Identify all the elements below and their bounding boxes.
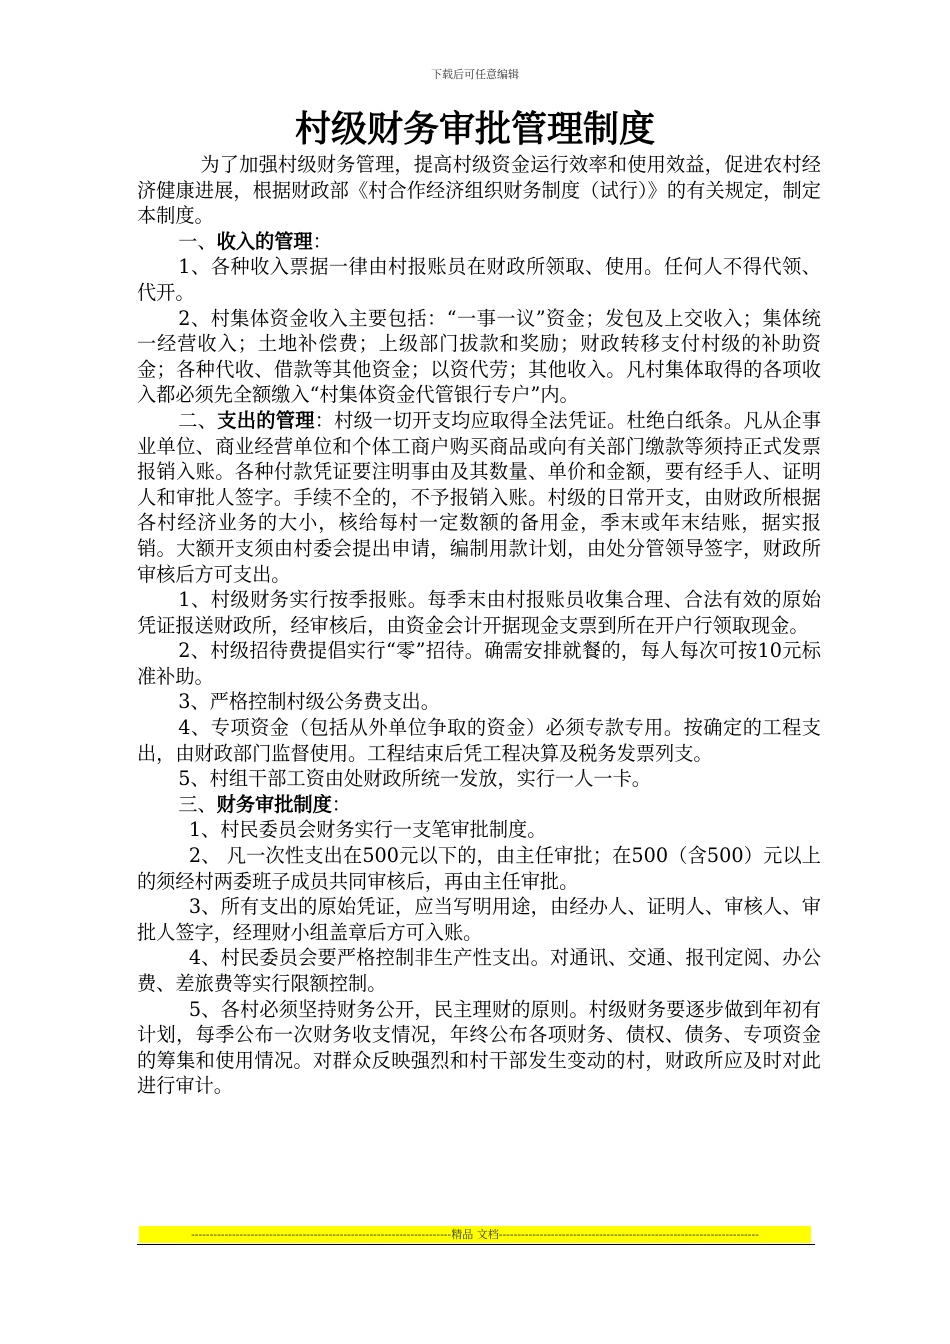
section-2-item-5: 5、村组干部工资由处财政所统一发放，实行一人一卡。 [178, 767, 651, 791]
section-2-item-4: 4、专项资金（包括从外单位争取的资金）必须专款专用。按确定的工程支出，由财政部门监督使用。工程结束后凭工程决算及税务发票列支。 [137, 716, 821, 765]
footer-dashes-left: ---------------------------------------------------------------------- [191, 1228, 452, 1241]
document-title: 村级财务审批管理制度 [294, 109, 655, 150]
document-body [137, 152, 821, 1099]
section-2-heading [137, 408, 821, 587]
section-2-item-2: 2、村级招待费提倡实行“零”招待。确需安排就餐的，每人每次可按10元标准补助。 [137, 639, 821, 688]
section-2-title: 支出的管理 [217, 408, 315, 432]
section-2-number: 二、 [178, 408, 218, 432]
section-3-heading [137, 792, 821, 818]
section-1-item-1: 1、各种收入票据一律由村报账员在财政所领取、使用。任何人不得代领、代开。 [137, 255, 821, 304]
section-3-item-3: 3、所有支出的原始凭证，应当写明用途，由经办人、证明人、审核人、审批人签字，经理财小组盖章后方可入账。 [137, 895, 821, 944]
footer-rule [137, 1244, 815, 1245]
header-note: 下载后可任意编辑 [431, 68, 519, 81]
section-3-colon: ： [331, 792, 351, 816]
section-1-heading [137, 229, 821, 255]
footer-label: 精品 文档 [451, 1228, 499, 1241]
section-3-item-4: 4、村民委员会要严格控制非生产性支出。对通讯、交通、报刊定阅、办公费、差旅费等实行限额控制。 [137, 946, 821, 995]
section-1-title: 收入的管理 [216, 229, 313, 253]
section-2-item-1: 1、村级财务实行按季报账。每季末由村报账员收集合理、合法有效的原始凭证报送财政所，经审核后，由资金会计开据现金支票到所在开户行领取现金。 [137, 588, 821, 637]
section-3-item-1: 1、村民委员会财务实行一支笔审批制度。 [188, 818, 547, 842]
footer-banner [139, 1226, 811, 1243]
section-1-colon: ： [312, 229, 332, 253]
section-3-item-5: 5、各村必须坚持财务公开，民主理财的原则。村级财务要逐步做到年初有计划，每季公布一次财务收支情况，年终公布各项财务、债权、债务、专项资金的筹集和使用情况。对群众反映强烈和村干部发生变动的村，财政所应及时对此进行审计。 [137, 997, 821, 1098]
footer-dashes-right: ---------------------------------------------------------------------- [498, 1228, 759, 1241]
intro-paragraph: 为了加强村级财务管理，提高村级资金运行效率和使用效益，促进农村经济健康进展，根据财政部《村合作经济组织财务制度（试行）》的有关规定，制定本制度。 [137, 153, 821, 228]
section-2-text: ：村级一切开支均应取得全法凭证。杜绝白纸条。凡从企事业单位、商业经营单位和个体工商户购买商品或向有关部门缴款等须持正式发票报销入账。各种付款凭证要注明事由及其数量、单价和金额，要有经手人、证明人和审批人签字。手续不全的，不予报销入账。村级的日常开支，由财政所根据各村经济业务的大小，核给每村一定数额的备用金，季末或年末结账，据实报销。大额开支须由村委会提出申请，编制用款计划，由处分管领导签字，财政所审核后方可支出。 [137, 408, 822, 586]
section-1-item-2: 2、村集体资金收入主要包括：“一事一议”资金；发包及上交收入；集体统一经营收入；土地补偿费；上级部门拔款和奖励；财政转移支付村级的补助资金；各种代收、借款等其他资金；以资代劳；其他收入。凡村集体取得的各项收入都必须先全额缴入“村集体资金代管银行专户”内。 [137, 306, 821, 407]
section-1-number: 一、 [178, 229, 217, 253]
section-3-item-2: 2、 凡一次性支出在500元以下的，由主任审批；在500（含500）元以上的须经村两委班子成员共同审核后，再由主任审批。 [137, 844, 821, 893]
section-2-item-3: 3、严格控制村级公务费支出。 [178, 690, 440, 714]
section-3-number: 三、 [178, 792, 217, 816]
section-3-title: 财务审批制度 [216, 792, 332, 816]
